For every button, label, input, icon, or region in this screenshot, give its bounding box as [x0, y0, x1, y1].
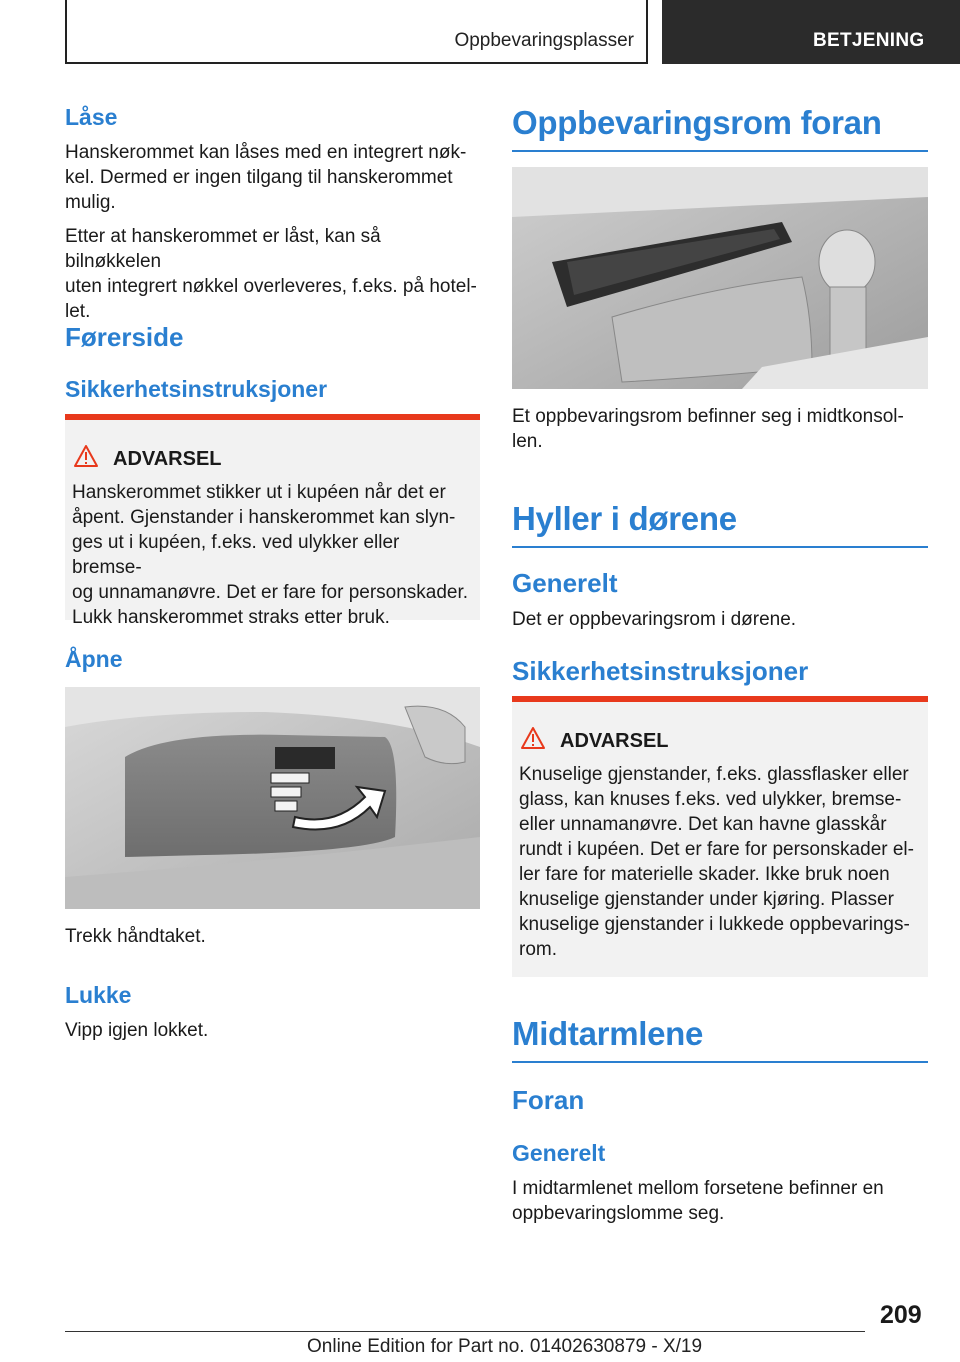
heading-foran: Foran — [512, 1085, 585, 1115]
center-console-photo — [512, 167, 928, 389]
heading-sikkerhet-left: Sikkerhetsinstruksjoner — [65, 376, 328, 402]
lukke-text: Vipp igjen lokket. — [65, 1020, 209, 1041]
warning-body: Hanskerommet stikker ut i kupéen når det er åpent. Gjenstander i hanskerommet kan slyn- ges ut i kupéen, f.eks. ved ulykker eller bremse- og unnamanøvre. Det er fare for personskader. Lukk hanskerommet straks etter bruk. — [72, 482, 469, 628]
heading-apne: Åpne — [65, 646, 123, 672]
chapter-title: BETJENING — [813, 30, 925, 51]
heading-sikkerhet-right: Sikkerhetsinstruksjoner — [512, 656, 809, 686]
generelt-1-text: Det er oppbevaringsrom i dørene. — [512, 609, 797, 630]
lase-paragraph-2: Etter at hanskerommet er låst, kan så bilnøkkelen uten integrert nøkkel overleveres, f.eks. på hotel- let. — [65, 226, 477, 322]
footer-edition: Online Edition for Part no. 01402630879 - X/19 — [307, 1336, 703, 1357]
page-header — [0, 0, 960, 66]
glovebox-photo — [65, 687, 480, 909]
heading-oppbevaringsrom-foran: Oppbevaringsrom foran — [512, 104, 928, 152]
warning-box-right — [512, 696, 928, 977]
warning-box-left — [65, 414, 480, 628]
page-number: 209 — [880, 1301, 922, 1329]
heading-generelt-1: Generelt — [512, 568, 618, 598]
heading-midtarmlene: Midtarmlene — [512, 1015, 928, 1063]
footer-divider — [65, 1331, 865, 1332]
warning-triangle-icon — [73, 444, 99, 473]
warning-triangle-icon — [520, 726, 546, 755]
lase-paragraph-1: Hanskerommet kan låses med en integrert nøk- kel. Dermed er ingen tilgang til hanskerommet mulig. — [65, 142, 467, 213]
heading-generelt-2: Generelt — [512, 1140, 606, 1166]
warning-body: Knuselige gjenstander, f.eks. glassflasker eller glass, kan knuses f.eks. ved ulykker, bremse- eller unnamanøvre. Det kan havne glasskår rundt i kupéen. Det er fare for personskader el- ler fare for materielle skader. Ikke bruk noen knuselige gjenstander under kjøring. Plasser knuselige gjenstander i lukkede oppbevarings- rom. — [519, 764, 914, 960]
section-title: Oppbevaringsplasser — [454, 30, 634, 51]
warning-title: ADVARSEL — [560, 730, 669, 752]
warning-title: ADVARSEL — [113, 448, 222, 470]
heading-lase: Låse — [65, 104, 118, 130]
chapter-tab — [662, 0, 960, 64]
heading-forerside: Førerside — [65, 322, 184, 352]
apne-caption: Trekk håndtaket. — [65, 926, 206, 947]
heading-hyller: Hyller i dørene — [512, 500, 928, 548]
section-tab — [65, 0, 648, 64]
generelt-2-text: I midtarmlenet mellom forsetene befinner en oppbevaringslomme seg. — [512, 1178, 884, 1224]
oppbevaringsrom-caption: Et oppbevaringsrom befinner seg i midtkonsol- len. — [512, 406, 904, 452]
heading-lukke: Lukke — [65, 982, 132, 1008]
